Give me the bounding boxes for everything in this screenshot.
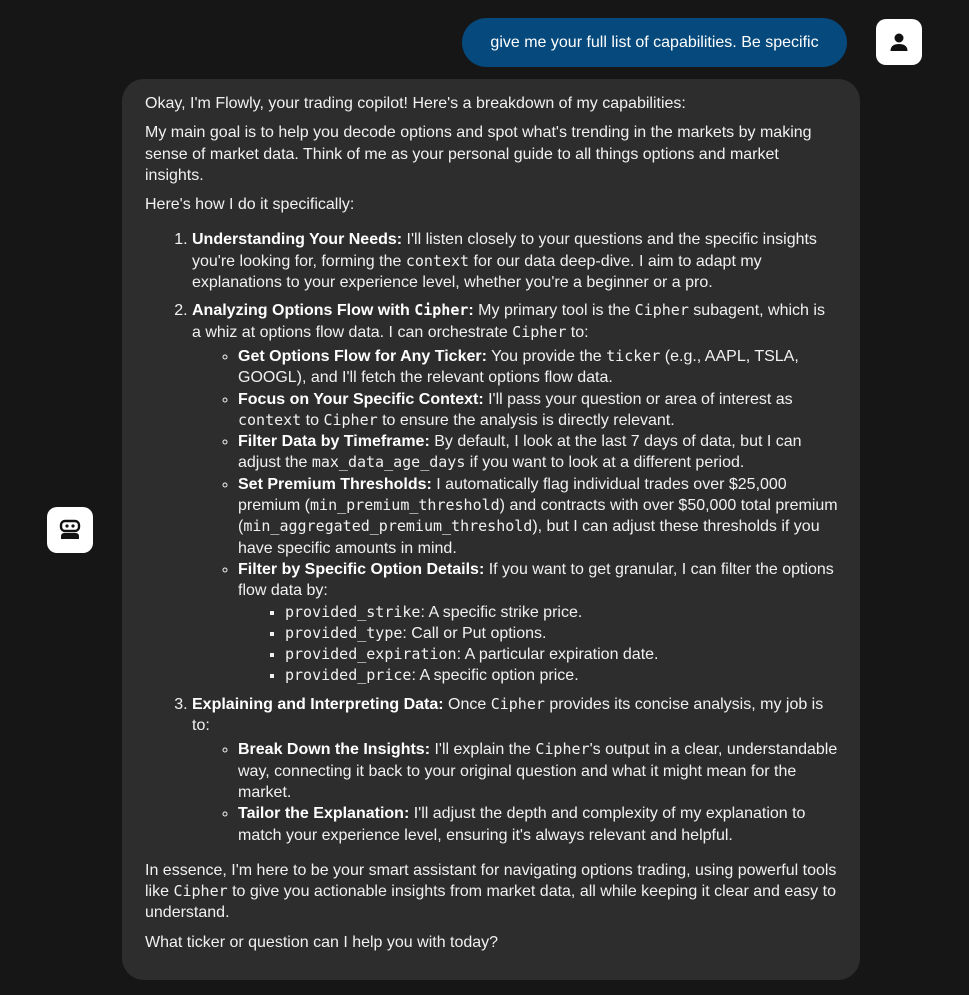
user-message-bubble [462, 18, 847, 67]
list-item: ◦ Tailor the Explanation: I'll adjust the depth and complexity of my explanation to match your experience level, ensuring it's always relevant and helpful. [238, 803, 838, 846]
option-parameters-list [238, 602, 838, 687]
item-title: Understanding Your Needs: [192, 231, 403, 249]
list-item: ▪ provided_expiration: A particular expiration date. [285, 644, 838, 665]
list-item: 1. Understanding Your Needs: I'll listen closely to your questions and the specific insights you're looking for, forming the context for our data deep-dive. I aim to adapt my explanations to your experience level, whether you're a beginner or a pro. [192, 229, 838, 293]
goal-text: My main goal is to help you decode options and spot what's trending in the markets by making sense of market data. Think of me as your personal guide to all things options and market insights. [145, 124, 812, 184]
list-item: ◦ Set Premium Thresholds: I automatically flag individual trades over $25,000 premium (min_premium_threshold) and contracts with over $50,000 total premium (min_aggregated_premium_threshold), but I can adjust these thresholds if you have specific amounts in mind. [238, 474, 838, 559]
capabilities-list [145, 229, 838, 845]
how-intro-text: Here's how I do it specifically: [145, 196, 355, 214]
item-title: Analyzing Options Flow with Cipher: [192, 301, 474, 320]
list-item: ◦ Filter by Specific Option Details: If you want to get granular, I can filter the options flow data by: ▪ provided_strike: A specific strike price. ▪ provided_type: Call or Put options. ▪ provided_expiration: A particular expiration date. ▪ provided_price: A specific option price. [238, 559, 838, 687]
item-title: Explaining and Interpreting Data: [192, 695, 444, 713]
closing-question: What ticker or question can I help you with today? [145, 933, 499, 951]
cipher-capabilities-list [192, 346, 838, 687]
list-item: ◦ Focus on Your Specific Context: I'll pass your question or area of interest as context to Cipher to ensure the analysis is directly relevant. [238, 389, 838, 432]
list-item: ◦ Get Options Flow for Any Ticker: You provide the ticker (e.g., AAPL, TSLA, GOOGL), and I'll fetch the relevant options flow data. [238, 346, 838, 389]
list-item: ◦ Break Down the Insights: I'll explain the Cipher's output in a clear, understandable way, connecting it back to your original question and what it might mean for the market. [238, 739, 838, 803]
list-item: ▪ provided_price: A specific option price. [285, 665, 838, 686]
bot-avatar [47, 507, 93, 553]
list-item: ▪ provided_type: Call or Put options. [285, 623, 838, 644]
list-item: 3. Explaining and Interpreting Data: Once Cipher provides its concise analysis, my job is to: ◦ Break Down the Insights: I'll explain the Cipher's output in a clear, understandable way, connecting it back to your original question and what it might mean for the market. ◦ Tailor the Explanation: I'll adjust the depth and complexity of my explanation to match your experience level, ensuring it's always relevant and helpful. [192, 694, 838, 846]
explain-list [192, 739, 838, 845]
intro-text: Okay, I'm Flowly, your trading copilot! Here's a breakdown of my capabilities: [145, 95, 686, 112]
assistant-message-bubble [122, 79, 860, 980]
list-item: ◦ Filter Data by Timeframe: By default, I look at the last 7 days of data, but I can adjust the max_data_age_days if you want to look at a different period. [238, 431, 838, 474]
essence-text: In essence, I'm here to be your smart assistant for navigating options trading, using powerful tools like Cipher to give you actionable insights from market data, all while keeping it clear and easy to understand. [145, 861, 837, 922]
list-item: 2. Analyzing Options Flow with Cipher: My primary tool is the Cipher subagent, which is a whiz at options flow data. I can orchestrate Cipher to: ◦ Get Options Flow for Any Ticker: You provide the ticker (e.g., AAPL, TSLA, GOOGL), and I'll fetch the relevant options flow data. ◦ Focus on Your Specific Context: I'll pass your question or area of interest as context to Cipher to ensure the analysis is directly relevant. ◦ Filter Data by Timeframe: By default, I look at the last 7 days of data, but I can adjust the max_data_age_days if you want to look at a different period. ◦ Set Premium Thresholds: I automatically flag individual trades over $25,000 premium (min_premium_threshold) and contracts with over $50,000 total premium (min_aggregated_premium_threshold), but I can adjust these thresholds if you have specific amounts in mind. ◦ Filter by Specific Option Details: If you want to get granular, I can filter the options flow data by: ▪ provided_strike: A specific strike price. ▪ provided_type: Call or Put options. ▪ provided_expiration: A particular expiration date. ▪ provided_price: A specific option price. [192, 300, 838, 686]
person-icon [887, 30, 911, 54]
robot-icon [57, 517, 83, 543]
user-avatar [876, 19, 922, 65]
list-item: ▪ provided_strike: A specific strike price. [285, 602, 838, 623]
user-message-text: give me your full list of capabilities. Be specific [490, 33, 819, 51]
